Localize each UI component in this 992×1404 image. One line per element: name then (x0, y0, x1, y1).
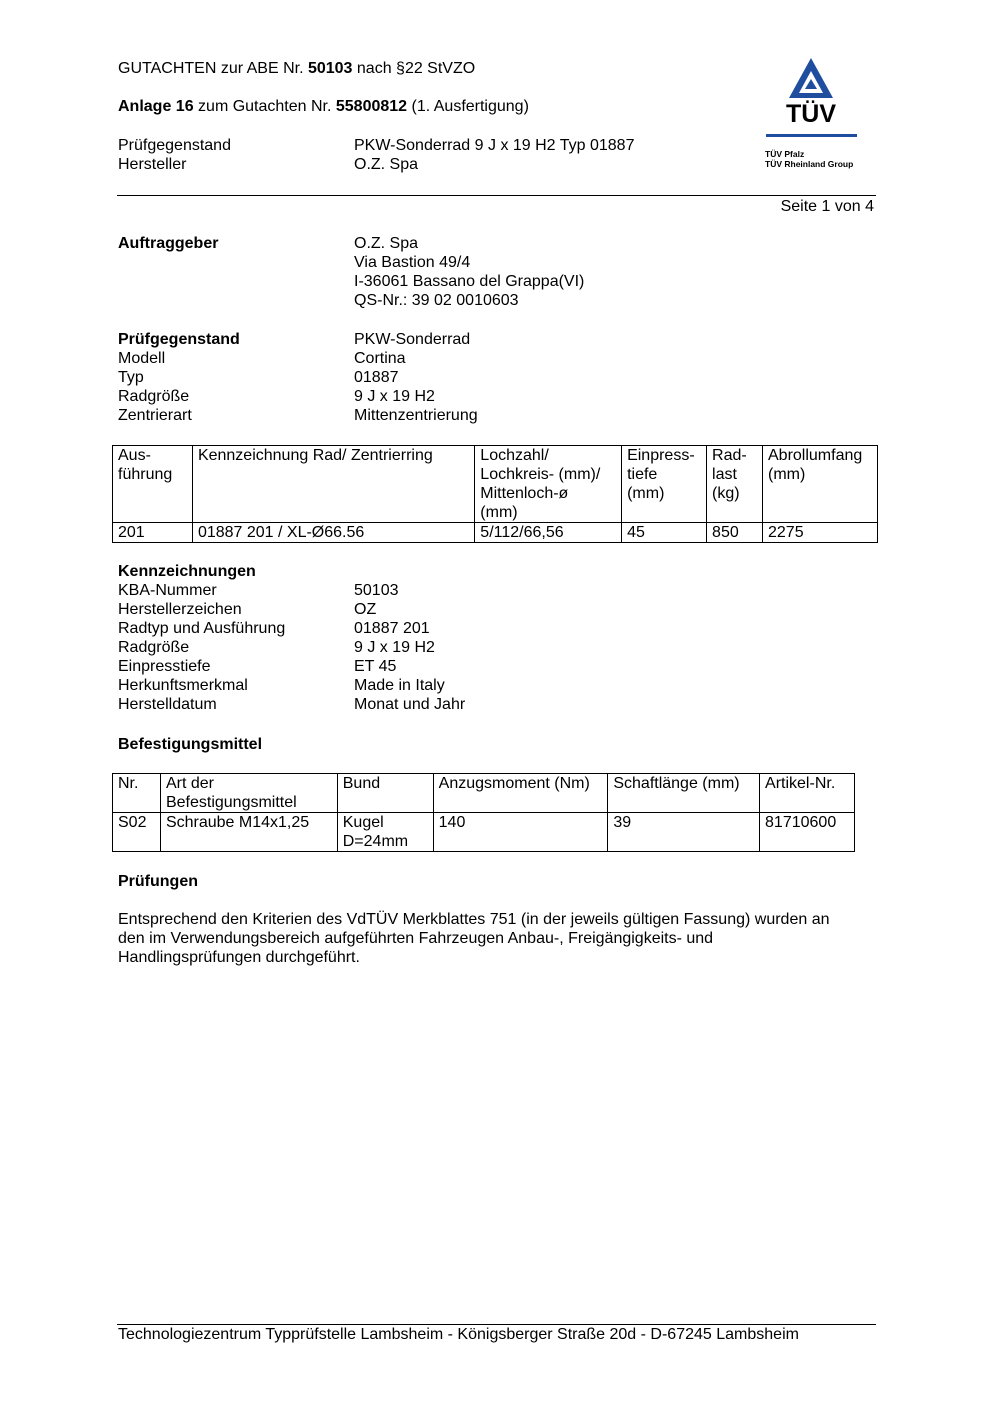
abe-number: 50103 (307, 60, 353, 77)
paragraph-line: den im Verwendungsbereich aufgeführten Fahrzeugen Anbau-, Freigängigkeits- und (118, 930, 714, 947)
table-cell: Kugel D=24mm (337, 813, 433, 852)
wheel-spec-table (112, 445, 878, 543)
table-row (113, 523, 878, 543)
header-cell-kennzeichnung: Kennzeichnung Rad/ Zentrierring (192, 446, 474, 523)
spec-value-modell: Cortina (354, 350, 406, 367)
header-label-hersteller: Hersteller (118, 156, 187, 173)
annex-suffix: (1. Ausfertigung) (407, 98, 529, 115)
header-cell-schaftlaenge: Schaftlänge (mm) (608, 774, 760, 813)
marking-value: OZ (354, 601, 377, 618)
logo-sub-line1: TÜV Pfalz (765, 149, 805, 159)
marking-label: Herstelldatum (118, 696, 217, 713)
header-cell-art: Art der Befestigungsmittel (160, 774, 337, 813)
spec-label-radgroesse: Radgröße (118, 388, 190, 405)
marking-label: KBA-Nummer (118, 582, 217, 599)
fastener-table (112, 773, 855, 852)
table-cell: 201 (113, 523, 193, 543)
spec-label-zentrierart: Zentrierart (118, 407, 192, 424)
header-value-hersteller: O.Z. Spa (354, 156, 419, 173)
page-indicator: Seite 1 von 4 (780, 198, 874, 215)
logo-bar (766, 134, 857, 137)
header-value-pruefgegenstand: PKW-Sonderrad 9 J x 19 H2 Typ 01887 (354, 137, 635, 154)
auftraggeber-label: Auftraggeber (118, 235, 219, 252)
kennzeichnungen-labels (118, 562, 285, 714)
paragraph-line: Handlingsprüfungen durchgeführt. (118, 949, 360, 966)
table-cell: 850 (707, 523, 763, 543)
logo-sub-line2: TÜV Rheinland Group (765, 159, 854, 169)
header-cell-einpresstiefe: Einpress- tiefe (mm) (622, 446, 707, 523)
table-cell: 2275 (763, 523, 878, 543)
table-cell: 39 (608, 813, 760, 852)
header-cell-nr: Nr. (113, 774, 161, 813)
table-cell: 45 (622, 523, 707, 543)
spec-label-modell: Modell (118, 350, 166, 367)
marking-value: 50103 (354, 582, 399, 599)
logo-subtitle (765, 149, 853, 169)
kennzeichnungen-values (354, 581, 465, 714)
pruefgegenstand-values (354, 330, 478, 425)
table-cell: Schraube M14x1,25 (160, 813, 337, 852)
header-cell-lochzahl: Lochzahl/ Lochkreis- (mm)/ Mittenloch-ø (mm) (475, 446, 622, 523)
tuev-triangle-icon (764, 56, 858, 102)
marking-value: ET 45 (354, 658, 397, 675)
address-line: I-36061 Bassano del Grappa(VI) (354, 273, 585, 290)
header-rule (117, 195, 876, 196)
table-cell: S02 (113, 813, 161, 852)
table-cell: 140 (433, 813, 608, 852)
header-cell-ausfuehrung: Aus- führung (113, 446, 193, 523)
pruefgegenstand-labels (118, 330, 240, 425)
table-cell: 01887 201 / XL-Ø66.56 (192, 523, 474, 543)
marking-value: 9 J x 19 H2 (354, 639, 435, 656)
table-row (113, 813, 855, 852)
header-cell-anzugsmoment: Anzugsmoment (Nm) (433, 774, 608, 813)
document-title (118, 59, 475, 78)
marking-label: Herkunftsmerkmal (118, 677, 248, 694)
table-header-row (113, 774, 855, 813)
marking-label: Herstellerzeichen (118, 601, 242, 618)
annex-label: Anlage 16 (118, 98, 194, 115)
pruefgegenstand-label: Prüfgegenstand (118, 331, 240, 348)
logo-word: TÜV (786, 100, 836, 128)
address-line: O.Z. Spa (354, 235, 419, 252)
marking-value: 01887 201 (354, 620, 430, 637)
marking-value: Made in Italy (354, 677, 445, 694)
pruefungen-title: Prüfungen (118, 873, 198, 890)
table-header-row (113, 446, 878, 523)
pruefungen-paragraph (118, 910, 830, 967)
auftraggeber-address (354, 234, 584, 310)
marking-label: Radgröße (118, 639, 190, 656)
header-cell-artikelnr: Artikel-Nr. (760, 774, 855, 813)
address-line: QS-Nr.: 39 02 0010603 (354, 292, 519, 309)
spec-value-zentrierart: Mittenzentrierung (354, 407, 478, 424)
annex-mid: zum Gutachten Nr. (193, 98, 336, 115)
spec-value-typ: 01887 (354, 369, 399, 386)
annex-line (118, 97, 529, 116)
spec-value-radgroesse: 9 J x 19 H2 (354, 388, 435, 405)
marking-value: Monat und Jahr (354, 696, 466, 713)
footer-address: Technologiezentrum Typprüfstelle Lambsheim - Königsberger Straße 20d - D-67245 Lambsheim (118, 1326, 799, 1343)
header-cell-abrollumfang: Abrollumfang (mm) (763, 446, 878, 523)
tuev-logo (764, 56, 858, 176)
table-cell: 81710600 (760, 813, 855, 852)
befestigung-title: Befestigungsmittel (118, 736, 263, 753)
header-cell-bund: Bund (337, 774, 433, 813)
report-number: 55800812 (335, 98, 408, 115)
header-label-pruefgegenstand: Prüfgegenstand (118, 137, 231, 154)
marking-label: Einpresstiefe (118, 658, 211, 675)
address-line: Via Bastion 49/4 (354, 254, 471, 271)
kennzeichnungen-title: Kennzeichnungen (118, 563, 256, 580)
spec-label-typ: Typ (118, 369, 144, 386)
pruefgegenstand-value: PKW-Sonderrad (354, 331, 471, 348)
header-cell-radlast: Rad- last (kg) (707, 446, 763, 523)
paragraph-line: Entsprechend den Kriterien des VdTÜV Merkblattes 751 (in der jeweils gültigen Fassung) wurden an (118, 911, 830, 928)
title-prefix: GUTACHTEN zur ABE Nr. (118, 60, 308, 77)
marking-label: Radtyp und Ausführung (118, 620, 286, 637)
table-cell: 5/112/66,56 (475, 523, 622, 543)
title-suffix: nach §22 StVZO (352, 60, 476, 77)
